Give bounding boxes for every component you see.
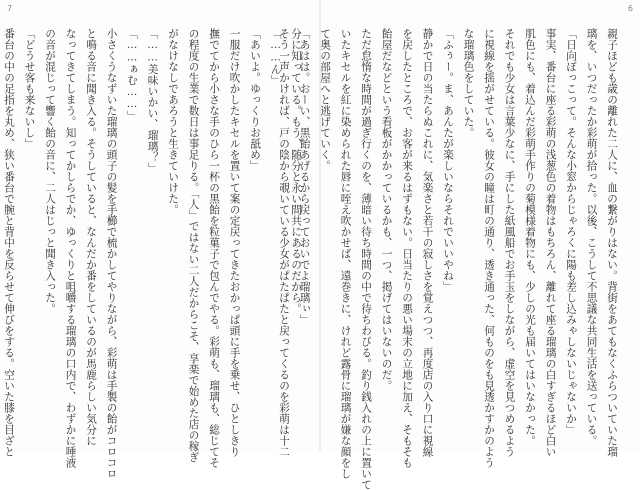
right-page-number: 6	[627, 4, 633, 13]
left-page-line: がなけなしであろうと生きていけた。	[167, 28, 179, 215]
left-page-line: 「……美味いかい、瑠璃？」	[146, 28, 159, 174]
right-page-line: 「あはは。おーい、黒飴あげるから戻っておいでよ瑠璃ぃ」	[298, 28, 311, 325]
left-page-line: 「あいよ。ゆっくりお舐め」	[249, 28, 261, 171]
left-page-line: 「……ん」	[269, 28, 282, 86]
left-page-line: 「どうせ客も来ないし」	[23, 28, 36, 149]
left-page-text	[3, 28, 306, 479]
left-page-line: 「……ぁむ……」	[126, 28, 138, 122]
left-page-line: の程度の生業で数日は事足りる。「人」ではない二人だからこそ、享楽で始めた店の稼ぎ	[187, 28, 200, 463]
right-page-line: 飴屋だなどという看板がかかっているかも、一つ、掲げてはいないのだ。	[380, 28, 393, 391]
right-page-line: に視線を揺がせている。彼女の瞳は町の通り、透き通った、何ものをも見透かすかのよう	[483, 28, 495, 468]
left-page-body	[3, 28, 306, 479]
right-page-line: 肌色にも、着込んだ彩萌手作りの菊模様着物にも、少しの光も届いてはいなかった。	[524, 28, 536, 446]
left-page-line: の音が混じって響く飴の音に、二人はじっと聞き入った。	[44, 28, 56, 314]
right-page-line: 「日向ぼっこって。そんな小窓からじゃろくに陽も差し込みゃしないじゃないか」	[565, 28, 577, 435]
right-page-line: な瑠璃色をしていた。	[462, 28, 475, 138]
right-page-line: それでも少女は言葉少なに、手にした紙風船でお手玉をしながら、虚空を見つめるよう	[503, 28, 516, 457]
left-page-line: 一服だけ吹かしたキセルを置いて案の定戻ってきたおかっぱ頭に手を乗せ、ひとしきり	[228, 28, 241, 457]
left-page-line: なってきてしまう。知ってかしらでか、ゆっくりと咀嚼する瑠璃の口内で、わずかに唾液	[64, 28, 77, 468]
right-page-line: そう一声かければ、戸の陰から覗いている少女がぱたぱたと戻ってくるのを彩萌は十二	[278, 28, 290, 457]
right-page-line: 親子ほども歳の離れた二人に、血の繋がりはない。背街をあてもなくふらついていた瑠	[606, 28, 618, 457]
right-page-line: 璃を、いつだったか彩萌が拾った。以後、こうして不思議な共同生活を送っている。	[585, 28, 598, 446]
left-page-line: と鳴る音に聞き入る。そうしていると、なんだか番をしているのが馬鹿らしい気分に	[85, 28, 97, 446]
right-page-line: ただ怠惰な時間が過ぎ行くのを、薄暗い待ち時間の中で待ちわびる。釣り銭入れの上に置いて	[360, 28, 372, 490]
left-page-line: 撫でてから小さな手のひら一杯の黒飴を粒菓子で包んでやる。彩萌も、瑠璃も、総じてそ	[208, 28, 220, 468]
right-page-line: 「ふぅー。ま、あんたが楽しいならそれでいいやね」	[442, 28, 454, 292]
right-page-line: て奥の部屋へと逃げていく。	[319, 28, 331, 171]
right-page-line: いたキセルを紅に染められた唇に咥え吹かせば、遠巻きに、けれど露骨に瑠璃が嫌な顔をし	[339, 28, 352, 479]
left-page-line: 番台の中の足指を丸め、狭い番台で腕と背中を反らせて伸びをする。空いた膝を目ざと	[3, 28, 15, 457]
left-page-number: 7	[7, 4, 13, 13]
left-page-line: 小さくうなずいた瑠璃の頭子の髪を手櫛で梳かしてやりながら、彩萌は手製の飴がコロコロ	[105, 28, 118, 479]
right-page-line: を戻したところで、お客が来るはずもない。日当たりの悪い場末の立地に加え、そもそも	[401, 28, 413, 468]
left-page-line: 分に知っている。もう、随分と永い間共にあるのだから。	[290, 28, 302, 314]
right-page-line: 事実、番台に座る彩萌の浅葱色の着物はもちろん、離れて座る瑠璃の白すぎるほど白い	[544, 28, 557, 457]
right-page-line: 静かで日の当たらぬこれに、気楽さと若干の寂しさを覚えつつ、再度店の入り口に視線	[421, 28, 434, 457]
